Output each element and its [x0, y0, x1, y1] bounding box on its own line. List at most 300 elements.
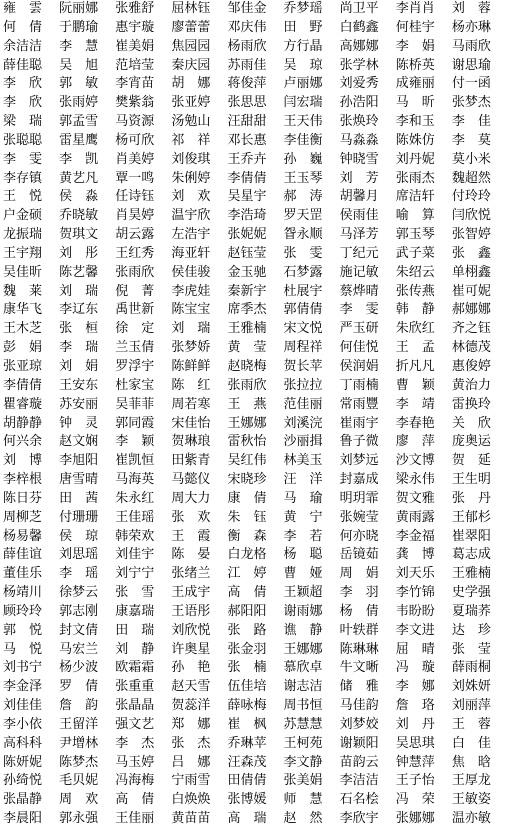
name-cell: 尚卫平 [339, 1, 379, 16]
name-cell: 张 丹 [451, 490, 491, 506]
name-cell: 朱永红 [115, 490, 155, 506]
name-cell: 肖昊婷 [115, 208, 155, 224]
name-cell: 常雨豐 [339, 396, 379, 412]
name-cell: 雷换玲 [451, 396, 491, 412]
name-cell: 张梦杰 [451, 95, 491, 111]
name-cell: 李佳衡 [283, 132, 323, 148]
name-cell: 汪森茂 [227, 754, 267, 770]
name-cell: 郭倩倩 [283, 302, 323, 318]
name-cell: 侯 淼 [59, 189, 99, 205]
name-cell: 王佳丽 [115, 811, 155, 827]
name-cell: 郝娜娜 [451, 302, 491, 318]
name-cell: 杨雨欣 [227, 38, 267, 54]
name-cell: 吴菲菲 [115, 396, 155, 412]
name-cell: 杜家宝 [115, 377, 155, 393]
name-cell: 黄苗苗 [171, 811, 211, 827]
name-cell: 石名桧 [339, 792, 379, 808]
name-cell: 杨可欣 [115, 132, 155, 148]
name-cell: 李 慧 [59, 38, 99, 54]
name-cell: 胡馨月 [339, 189, 379, 205]
name-cell: 薛佳聪 [3, 57, 43, 73]
name-cell: 毛贝妮 [59, 773, 99, 789]
name-cell: 宋佳怡 [171, 415, 211, 431]
name-cell: 白鹤鑫 [339, 19, 379, 35]
name-cell: 强文艺 [115, 716, 155, 732]
name-cell: 高 瑞 [227, 811, 267, 827]
name-cell: 赵文娴 [59, 434, 99, 450]
name-cell: 王留洋 [59, 716, 99, 732]
name-cell: 乔琳苹 [227, 735, 267, 751]
name-cell: 张学林 [339, 57, 379, 73]
name-cell: 赵天雪 [171, 679, 211, 695]
name-cell: 贺文雅 [395, 490, 435, 506]
name-cell: 赵晓梅 [227, 358, 267, 374]
name-cell: 宋文悦 [283, 321, 323, 337]
name-cell: 李文静 [283, 754, 323, 770]
name-row [0, 678, 505, 697]
name-row [0, 151, 505, 170]
name-cell: 李倩倩 [3, 377, 43, 393]
name-cell: 罗浮宇 [115, 358, 155, 374]
name-cell: 刘 静 [115, 641, 155, 657]
name-cell: 高 倩 [115, 792, 155, 808]
name-cell: 刘 博 [3, 453, 43, 469]
name-cell: 高 倩 [227, 585, 267, 601]
name-cell: 冯 璇 [395, 660, 435, 676]
name-cell: 贺长苹 [283, 358, 323, 374]
name-cell: 林美玉 [283, 453, 323, 469]
name-cell: 付珊珊 [59, 509, 99, 525]
name-cell: 李肖肖 [395, 1, 435, 16]
name-row [0, 509, 505, 528]
name-cell: 温宇欣 [171, 208, 211, 224]
name-cell: 刘爱秀 [339, 76, 379, 92]
name-cell: 范佳丽 [283, 396, 323, 412]
name-row [0, 565, 505, 584]
name-cell: 马懿仪 [171, 472, 211, 488]
name-cell: 张雨欣 [227, 377, 267, 393]
name-cell: 陈日芬 [3, 490, 43, 506]
name-cell: 于鹏瑜 [59, 19, 99, 35]
name-cell: 杨少波 [59, 660, 99, 676]
name-row [0, 188, 505, 207]
name-cell: 蒋俊萍 [227, 76, 267, 92]
name-cell: 李洁洁 [339, 773, 379, 789]
name-cell: 张雨婷 [59, 95, 99, 111]
name-cell: 朱欣红 [395, 321, 435, 337]
name-cell: 刘 彤 [59, 245, 99, 261]
name-cell: 李 靖 [395, 396, 435, 412]
name-cell: 谢颖阳 [339, 735, 379, 751]
name-cell: 郭 悦 [3, 622, 43, 638]
name-cell: 尹增林 [59, 735, 99, 751]
name-cell: 张绪兰 [171, 566, 211, 582]
name-cell: 陈 晏 [171, 547, 211, 563]
name-cell: 闫欣悦 [451, 208, 491, 224]
name-row [0, 301, 505, 320]
name-cell: 周 欢 [59, 792, 99, 808]
name-cell: 吴星宇 [227, 189, 267, 205]
name-cell: 史学强 [451, 585, 491, 601]
name-cell: 李 莫 [451, 132, 491, 148]
name-cell: 齐之钰 [451, 321, 491, 337]
name-cell: 周 娟 [339, 566, 379, 582]
name-cell: 刘 丹 [395, 716, 435, 732]
name-cell: 张 路 [227, 622, 267, 638]
name-cell: 李存镇 [3, 170, 43, 186]
name-cell: 朱俐婷 [171, 170, 211, 186]
name-row [0, 697, 505, 716]
name-cell: 贺蕊洋 [171, 698, 211, 714]
name-row [0, 38, 505, 57]
name-cell: 周柳芝 [3, 509, 43, 525]
name-cell: 侯润娟 [339, 358, 379, 374]
name-row [0, 339, 505, 358]
name-cell: 李 佳 [451, 114, 491, 130]
name-cell: 刘丽萍 [451, 698, 491, 714]
name-cell: 刘 娟 [59, 358, 99, 374]
name-cell: 苏安丽 [59, 396, 99, 412]
name-cell: 汪 洋 [283, 472, 323, 488]
name-cell: 李辽东 [59, 302, 99, 318]
name-cell: 王 悦 [3, 189, 43, 205]
name-cell: 范培莹 [115, 57, 155, 73]
name-cell: 马淼淼 [339, 132, 379, 148]
name-cell: 惠俊婷 [451, 358, 491, 374]
name-cell: 马玉婷 [115, 754, 155, 770]
name-cell: 田 茜 [59, 490, 99, 506]
name-cell: 王宇翔 [3, 245, 43, 261]
name-cell: 秦新宇 [227, 283, 267, 299]
name-cell: 张思思 [227, 95, 267, 111]
name-cell: 魏超然 [451, 170, 491, 186]
name-cell: 顾玲玲 [3, 603, 43, 619]
name-cell: 赵 然 [283, 811, 323, 827]
name-row [0, 622, 505, 641]
name-cell: 李 杰 [115, 735, 155, 751]
name-cell: 胡静静 [3, 415, 43, 431]
name-cell: 马雨欣 [451, 38, 491, 54]
name-cell: 刘欣悦 [171, 622, 211, 638]
name-cell: 郭志刚 [59, 603, 99, 619]
name-row [0, 772, 505, 791]
name-cell: 孙 巍 [283, 151, 323, 167]
name-cell: 闫宏瑞 [283, 95, 323, 111]
name-cell: 钟晓雪 [339, 151, 379, 167]
name-cell: 陈艺馨 [59, 264, 99, 280]
name-cell: 谯 静 [283, 622, 323, 638]
name-cell: 祁 祥 [171, 132, 211, 148]
name-cell: 刘 蓉 [451, 1, 491, 16]
name-cell: 龚 博 [395, 547, 435, 563]
name-cell: 侯佳骏 [171, 264, 211, 280]
name-cell: 陈梦杰 [59, 754, 99, 770]
name-cell: 胡 娜 [171, 76, 211, 92]
name-cell: 刘俊琪 [171, 151, 211, 167]
name-cell: 张 莹 [451, 641, 491, 657]
name-cell: 崔雨宇 [339, 415, 379, 431]
name-cell: 沙文博 [395, 453, 435, 469]
name-cell: 李 雯 [339, 302, 379, 318]
name-row [0, 415, 505, 434]
name-cell: 明玥霏 [339, 490, 379, 506]
name-cell: 焦 晗 [451, 754, 491, 770]
name-cell: 崔可妮 [451, 283, 491, 299]
name-cell: 刘丹妮 [395, 151, 435, 167]
name-cell: 雷秋怡 [227, 434, 267, 450]
name-cell: 武子菜 [395, 245, 435, 261]
name-cell: 李晨阳 [3, 811, 43, 827]
name-cell: 封文倩 [59, 622, 99, 638]
name-cell: 肖美婷 [115, 151, 155, 167]
name-cell: 王敏姿 [451, 792, 491, 808]
name-row [0, 94, 505, 113]
name-cell: 张 杰 [171, 735, 211, 751]
name-cell: 王乔卉 [227, 151, 267, 167]
name-cell: 朱 钰 [227, 509, 267, 525]
name-cell: 张妮妮 [227, 227, 267, 243]
name-cell: 白 佳 [451, 735, 491, 751]
name-cell: 海亚轩 [171, 245, 211, 261]
name-cell: 薛佳谊 [3, 547, 43, 563]
name-cell: 付一函 [451, 76, 491, 92]
name-cell: 张婉莹 [339, 509, 379, 525]
name-cell: 王柯苑 [283, 735, 323, 751]
name-cell: 韦盼盼 [395, 603, 435, 619]
name-cell: 秦庆园 [171, 57, 211, 73]
name-cell: 刘姝妍 [451, 679, 491, 695]
name-cell: 席季杰 [227, 302, 267, 318]
name-cell: 唐雪晴 [59, 472, 99, 488]
name-row [0, 132, 505, 151]
name-cell: 焦园园 [171, 38, 211, 54]
name-cell: 王 蓉 [451, 716, 491, 732]
name-cell: 何桂宇 [395, 19, 435, 35]
name-cell: 伍佳培 [227, 679, 267, 695]
name-cell: 谢雨娜 [283, 603, 323, 619]
name-cell: 张娜娜 [395, 811, 435, 827]
name-cell: 张亚琼 [3, 358, 43, 374]
name-cell: 吴 琼 [283, 57, 323, 73]
name-cell: 何佳悦 [339, 340, 379, 356]
name-cell: 崔 枫 [227, 716, 267, 732]
name-cell: 詹 韵 [59, 698, 99, 714]
name-cell: 李春艳 [395, 415, 435, 431]
name-cell: 李 欣 [3, 76, 43, 92]
name-cell: 胡云露 [115, 227, 155, 243]
name-cell: 田 野 [283, 19, 323, 35]
name-cell: 冯海梅 [115, 773, 155, 789]
name-cell: 杨靖川 [3, 585, 43, 601]
name-cell: 郝阳阳 [227, 603, 267, 619]
name-cell: 任诗钰 [115, 189, 155, 205]
name-cell: 江 婷 [227, 566, 267, 582]
name-cell: 兰玉倩 [115, 340, 155, 356]
name-cell: 喻 算 [395, 208, 435, 224]
name-cell: 何兴余 [3, 434, 43, 450]
name-cell: 周程祥 [283, 340, 323, 356]
name-cell: 李文进 [395, 622, 435, 638]
name-cell: 莫小米 [451, 151, 491, 167]
name-cell: 方行晶 [283, 38, 323, 54]
name-cell: 杨易馨 [3, 528, 43, 544]
name-cell: 封嘉成 [339, 472, 379, 488]
name-cell: 周若寒 [171, 396, 211, 412]
name-cell: 张 雯 [283, 245, 323, 261]
name-cell: 眢永顺 [283, 227, 323, 243]
name-cell: 张 欢 [171, 509, 211, 525]
name-row [0, 226, 505, 245]
name-cell: 刘宁宁 [115, 566, 155, 582]
name-cell: 牛文晰 [339, 660, 379, 676]
name-cell: 杨亦琳 [451, 19, 491, 35]
name-cell: 张聪聪 [3, 132, 43, 148]
name-cell: 曹 娅 [283, 566, 323, 582]
name-cell: 孙浩阳 [339, 95, 379, 111]
name-cell: 户金硕 [3, 208, 43, 224]
name-cell: 马资源 [115, 114, 155, 130]
name-cell: 刘书宁 [3, 660, 43, 676]
name-cell: 梁永伟 [395, 472, 435, 488]
name-cell: 刘梦姣 [339, 716, 379, 732]
name-row [0, 546, 505, 565]
name-cell: 陈宝宝 [171, 302, 211, 318]
name-cell: 郭同霞 [115, 415, 155, 431]
name-cell: 龙振瑞 [3, 227, 43, 243]
name-cell: 黄艺凡 [59, 170, 99, 186]
name-cell: 王 燕 [227, 396, 267, 412]
name-cell: 李 若 [283, 528, 323, 544]
name-cell: 何亦晓 [339, 528, 379, 544]
name-cell: 王成宇 [171, 585, 211, 601]
name-cell: 陈鲜鲜 [171, 358, 211, 374]
name-cell: 汤勉山 [171, 114, 211, 130]
name-row [0, 170, 505, 189]
name-cell: 薛咏梅 [227, 698, 267, 714]
name-cell: 王雅楠 [227, 321, 267, 337]
name-row [0, 754, 505, 773]
name-cell: 郭永强 [59, 811, 99, 827]
name-cell: 李竹锦 [395, 585, 435, 601]
name-cell: 王 霞 [171, 528, 211, 544]
name-cell: 朱绍云 [395, 264, 435, 280]
name-cell: 张焕玲 [339, 114, 379, 130]
name-cell: 达 珍 [451, 622, 491, 638]
name-cell: 侯雨佳 [339, 208, 379, 224]
name-row [0, 245, 505, 264]
name-cell: 刘佳佳 [3, 698, 43, 714]
name-row [0, 528, 505, 547]
name-row [0, 810, 505, 829]
name-row [0, 113, 505, 132]
name-cell: 乔梦瑶 [283, 1, 323, 16]
name-cell: 罗 倩 [59, 679, 99, 695]
name-cell: 冯 荣 [395, 792, 435, 808]
name-row [0, 264, 505, 283]
name-cell: 郭 敏 [59, 76, 99, 92]
name-cell: 王 孟 [395, 340, 435, 356]
name-cell: 马佳韵 [339, 698, 379, 714]
name-cell: 李和玉 [395, 114, 435, 130]
name-cell: 张拉拉 [283, 377, 323, 393]
name-cell: 周书恒 [283, 698, 323, 714]
name-cell: 丁雨楠 [339, 377, 379, 393]
name-cell: 杜展宇 [283, 283, 323, 299]
name-cell: 张雨欣 [115, 264, 155, 280]
name-cell: 刘梦远 [339, 453, 379, 469]
name-cell: 瞿睿璇 [3, 396, 43, 412]
name-cell: 郝 涛 [283, 189, 323, 205]
name-cell: 李小依 [3, 716, 43, 732]
name-cell: 张雨杰 [395, 170, 435, 186]
name-row [0, 716, 505, 735]
name-cell: 崔美娟 [115, 38, 155, 54]
name-cell: 付玲玲 [451, 189, 491, 205]
name-cell: 贺琳琅 [171, 434, 211, 450]
name-cell: 鲁子微 [339, 434, 379, 450]
name-cell: 衡 森 [227, 528, 267, 544]
name-row [0, 0, 505, 19]
name-cell: 韩荣欢 [115, 528, 155, 544]
name-cell: 关 欣 [451, 415, 491, 431]
name-cell: 白焕焕 [171, 792, 211, 808]
name-cell: 康 倩 [227, 490, 267, 506]
name-cell: 马 瑜 [283, 490, 323, 506]
name-cell: 崔凯恒 [115, 453, 155, 469]
name-cell: 李 娟 [395, 38, 435, 54]
name-cell: 吴思琪 [395, 735, 435, 751]
name-cell: 刘 芳 [339, 170, 379, 186]
name-cell: 马宏兰 [59, 641, 99, 657]
name-cell: 李欣宇 [339, 811, 379, 827]
name-cell: 贺 延 [451, 453, 491, 469]
name-cell: 师 慧 [283, 792, 323, 808]
name-cell: 康华飞 [3, 302, 43, 318]
name-cell: 倪 菁 [115, 283, 155, 299]
name-cell: 屈 晴 [395, 641, 435, 657]
name-cell: 李宵苗 [115, 76, 155, 92]
name-cell: 张 雪 [115, 585, 155, 601]
name-cell: 张 鑫 [451, 245, 491, 261]
name-cell: 李 欣 [3, 95, 43, 111]
name-cell: 何 倩 [3, 19, 43, 35]
name-cell: 张晶晶 [115, 698, 155, 714]
name-cell: 马 悦 [3, 641, 43, 657]
name-cell: 陈 红 [171, 377, 211, 393]
name-row [0, 207, 505, 226]
name-cell: 谢思瑜 [451, 57, 491, 73]
name-cell: 樊紫翁 [115, 95, 155, 111]
name-cell: 侯 琼 [59, 528, 99, 544]
name-row [0, 19, 505, 38]
name-cell: 高科科 [3, 735, 43, 751]
name-cell: 卢丽娜 [283, 76, 323, 92]
name-cell: 王佳瑶 [115, 509, 155, 525]
name-row [0, 452, 505, 471]
name-cell: 王安东 [59, 377, 99, 393]
name-cell: 王木芝 [3, 321, 43, 337]
name-cell: 席洁轩 [395, 189, 435, 205]
name-cell: 李虎娃 [171, 283, 211, 299]
name-cell: 沙丽揖 [283, 434, 323, 450]
name-cell: 许奥星 [171, 641, 211, 657]
name-cell: 赵钰莹 [227, 245, 267, 261]
name-row [0, 603, 505, 622]
name-row [0, 641, 505, 660]
name-row [0, 320, 505, 339]
name-cell: 单栩鑫 [451, 264, 491, 280]
name-cell: 李浩琦 [227, 208, 267, 224]
